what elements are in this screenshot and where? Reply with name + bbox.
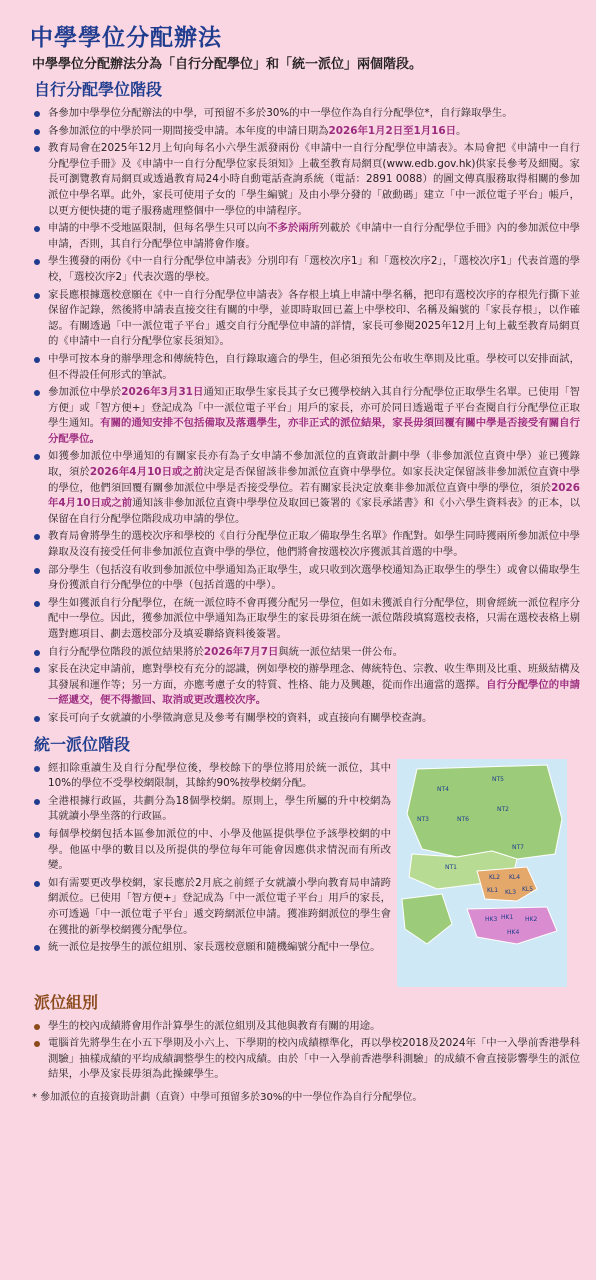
banding-list xyxy=(26,1019,580,1083)
map-label: NT2 xyxy=(497,805,509,813)
text: 參加派位中學於 xyxy=(48,386,122,399)
list-item: 學生如獲派自行分配學位，在統一派位時不會再獲分配另一學位，但如未獲派自行分配學位，則會經統一派位程序分配中一學位。因此，獲參加派位中學通知為正取學生的家長毋須在統一派位階段填寫選校表格，只需在選校表格上剔選對應項目、劃去選校部分及填妥聯絡資料後簽署。 xyxy=(26,596,580,643)
map-label: KL3 xyxy=(505,888,517,896)
map-label: HK2 xyxy=(525,915,538,923)
text: 。 xyxy=(455,124,467,137)
page-subtitle: 中學學位分配辦法分為「自行分配學位」和「統一派位」兩個階段。 xyxy=(32,57,423,72)
list-item: 家長可向子女就讀的小學徵詢意見及參考有關學校的資料，或直接向有關學校查詢。 xyxy=(26,711,580,727)
text: 與統一派位結果一併公布。 xyxy=(278,645,404,658)
list-item xyxy=(26,645,580,661)
list-item: 學生的校內成績將會用作計算學生的派位組別及其他與教育有關的用途。 xyxy=(26,1019,580,1035)
page-title: 中學學位分配辦法 xyxy=(30,25,222,51)
date-highlight: 2026年1月2日至1月16日 xyxy=(328,124,456,137)
text: 決定是否保留該非參加派位直資中學學位。如家長決定保留該非參加派位直資中學的學位，他們須回覆有關參加派位中學是否接受學位。若有關家長決定放棄非參加派位直資中學的學位，須於 xyxy=(48,466,581,494)
map-new-territories xyxy=(407,765,562,859)
footnote: * 參加派位的直接資助計劃（直資）中學可預留多於30%的中一學位作為自行分配學位。 xyxy=(32,1091,423,1103)
list-item: 全港根據行政區，共劃分為18個學校網。原則上，學生所屬的升中校網為其就讀小學坐落的行政區。 xyxy=(26,794,391,825)
list-item: 各參加中學學位分配辦法的中學，可預留不多於30%的中一學位作為自行分配學位*，自行錄取學生。 xyxy=(26,106,580,122)
list-item: 統一派位是按學生的派位組別、家長選校意願和隨機編號分配中一學位。 xyxy=(26,940,391,956)
list-item: 每個學校網包括本區參加派位的中、小學及他區提供學位予該學校網的中學。他區中學的數目以及所提供的學位每年可能會因應供求情況而有所改變。 xyxy=(26,827,391,874)
section-heading-self-allocation: 自行分配學位階段 xyxy=(34,80,163,99)
text: 如獲參加派位中學通知的有關家長亦有為子女申請不參加派位的直資敢計劃中學（非參加派位直資中學）並已獲錄取，須於 xyxy=(48,450,580,479)
text: 各參加派位的中學於同一期間接受申請。本年度的申請日期為 xyxy=(48,124,329,137)
map-label: KL2 xyxy=(489,873,501,881)
list-item xyxy=(26,124,580,140)
map-label: NT3 xyxy=(417,815,429,823)
central-allocation-section xyxy=(26,761,580,987)
list-item: 教育局會將學生的選校次序和學校的《自行分配學位正取／備取學生名單》作配對。如學生同時獲兩所參加派位中學錄取及沒有接受任何非參加派位直資中學的學位，他們將會按選校次序獲派其首選的中學。 xyxy=(26,529,580,560)
central-allocation-list xyxy=(26,761,391,987)
list-item: 電腦首先將學生在小五下學期及小六上、下學期的校內成績標準化，再以學校2018及2024年「中一入學前香港學科測驗」抽樣成績的平均成績調整學生的校內成績。由於「中一入學前香港學科測驗」的成績不會直接影響學生的派位結果，小學及家長毋須為此操練學生。 xyxy=(26,1036,580,1083)
map-label: KL1 xyxy=(487,886,499,894)
text: 通知正取學生家長其子女已獲學校納入其自行分配學位正取學生名單。已使用「智方便」或「智方便+」登記成為「中一派位電子平台」用戶的家長，亦可於同日透過電子平台查閱自行分配學位正取學生通知。 xyxy=(48,386,581,430)
map-label: HK1 xyxy=(501,913,514,921)
self-allocation-list xyxy=(26,106,580,727)
section-heading-banding: 派位組別 xyxy=(34,992,99,1012)
text: 申請的中學不受地區限制，但每名學生只可以向 xyxy=(48,222,268,235)
list-item: 教育局會在2025年12月上旬向每名小六學生派發兩份《申請中一自行分配學位申請表》。本局會把《申請中一自行分配學位手冊》及《申請中一自行分配學位家長須知》上載至教育局網頁(www.edb.gov.hk)供家長參考及細閱。家長可瀏覽教育局網頁或透過教育局24小時自動電話查詢系統（電話：2891 0088）的圖文傳真服務取得相關的參加派位中學名單。此外，家長可使用子女的「學生編號」及由小學分發的「啟動碼」建立「中一派位電子平台」帳戶，以更方便快捷的電子服務處理整個中一學位的申請程序。 xyxy=(26,141,580,219)
list-item xyxy=(26,221,580,252)
text: 列載於《申請中一自行分配學位手冊》內的參加派位中學申請，否則，其自行分配學位申請將會作廢。 xyxy=(48,222,581,250)
highlight: 有關的通知安排不包括備取及落選學生，亦非正式的派位結果，家長毋須回覆有關中學是否接受有關自行分配學位。 xyxy=(48,417,581,445)
map-label: HK4 xyxy=(507,928,520,936)
map-label: NT1 xyxy=(445,863,457,871)
list-item xyxy=(26,662,580,709)
highlight: 不多於兩所 xyxy=(267,222,320,235)
list-item: 學生獲發的兩份《中一自行分配學位申請表》分別印有「選校次序1」和「選校次序2」，「選校次序1」代表首選的學校，「選校次序2」代表次選的學校。 xyxy=(26,254,580,285)
date-highlight: 2026年7月7日 xyxy=(203,645,279,658)
list-item: 家長應根據選校意願在《中一自行分配學位申請表》各存根上填上申請中學名稱，把印有選校次序的存根先行撕下並保留作記錄，然後將申請表直接交往有關的中學，並即時取回已蓋上中學校印、名稱及編號的「家長存根」，以作確認。有關透過「中一派位電子平台」遞交自行分配學位申請的詳情，家長可參閱2025年12月上旬上載至教育局網頁的《申請中一自行分配學位家長須知》。 xyxy=(26,288,580,350)
map-label: NT7 xyxy=(512,843,524,851)
map-label: NT6 xyxy=(457,815,469,823)
date-highlight: 2026年3月31日 xyxy=(121,386,204,399)
map-label: KL5 xyxy=(522,885,534,893)
list-item: 如有需要更改學校網，家長應於2月底之前經子女就讀小學向教育局申請跨網派位。已使用「智方便+」登記成為「中一派位電子平台」用戶的家長，亦可透過「中一派位電子平台」遞交跨網派位申請。獲准跨網派位的學生會在獲批的新學校網獲分配學位。 xyxy=(26,876,391,938)
list-item: 部分學生（包括沒有收到參加派位中學通知為正取學生，或只收到次選學校通知為正取學生的學生）或會以備取學生身份獲派自行分配學位的中學（包括首選的中學）。 xyxy=(26,563,580,594)
section-heading-central-allocation: 統一派位階段 xyxy=(34,734,131,754)
text: 自行分配學位階段的派位結果將於 xyxy=(48,645,204,658)
highlight: 自行分配學位的申請一經遞交，便不得撤回、取消或更改選校次序。 xyxy=(48,678,581,707)
map-label: NT4 xyxy=(437,785,449,793)
map-label: NT5 xyxy=(492,775,504,783)
text: 通知該非參加派位直資中學學位及取回已簽署的《家長承諾書》和《小六學生資料表》的正本，以保留在自行分配學位階段成功申請的學位。 xyxy=(48,497,580,525)
date-highlight: 2026年4月10日或之前 xyxy=(89,466,204,479)
school-net-map xyxy=(397,759,567,987)
list-item xyxy=(26,385,580,447)
date-highlight: 2026年4月10日或之前 xyxy=(48,481,580,510)
text: 家長在決定申請前，應對學校有充分的認識，例如學校的辦學理念、傳統特色、宗教、收生準則及比重、班級結構及其發展和運作等；另一方面，亦應考慮子女的特質、性格、能力及興趣，從而作出適當的選擇。 xyxy=(48,663,580,691)
list-item: 中學可按本身的辦學理念和傳統特色，自行錄取適合的學生，但必須預先公布收生準則及比重。學校可以安排面試，但不得設任何形式的筆試。 xyxy=(26,352,580,383)
map-label: KL4 xyxy=(509,873,521,881)
map-label: HK3 xyxy=(485,915,498,923)
list-item: 經扣除重讀生及自行分配學位後，學校餘下的學位將用於統一派位，其中10%的學位不受學校網限制，其餘約90%按學校網分配。 xyxy=(26,761,391,792)
list-item xyxy=(26,449,580,527)
